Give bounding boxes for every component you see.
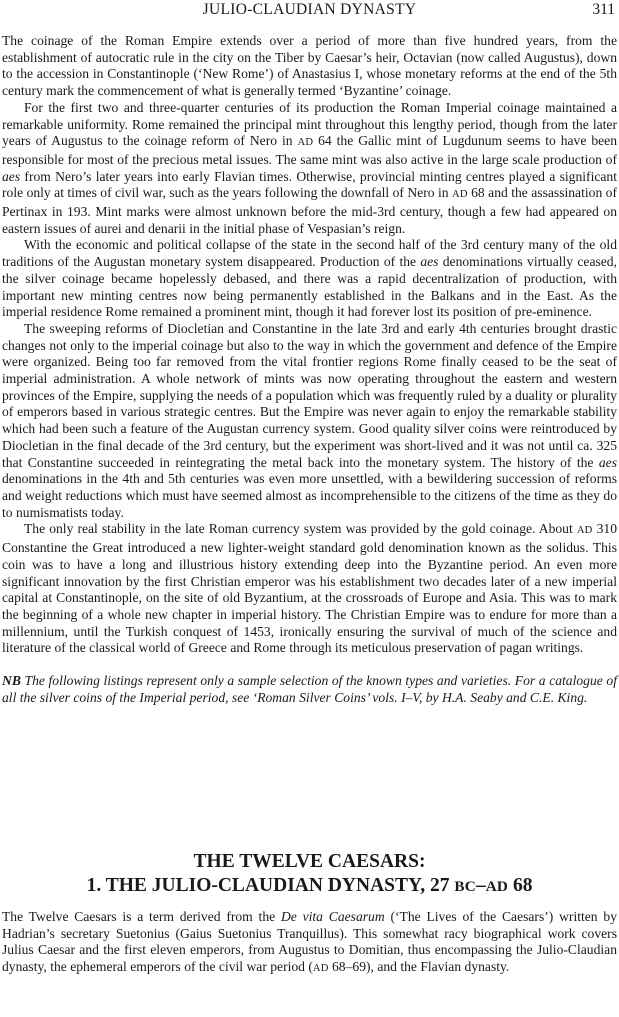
page-header [0, 0, 619, 22]
text-run: (‘The Lives of the Caesars’) written by Hadrian’s secretary Suetonius (Gaius Suetonius Tranquillus). This somewhat racy biographical work covers Julius Caesar and the first eleven emperors, from Augustus to Domitian, thus encompassing the Julio-Claudian dynasty, the ephemeral emperors of the civil war period ( [2, 909, 617, 975]
italic-title: De vita Caesarum [280, 909, 385, 924]
paragraph-3 [2, 237, 617, 321]
small-caps-ad: AD [576, 525, 593, 537]
text-run: 310 Constantine the Great introduced a new lighter-weight standard gold denomination known as the solidus. This coin was to have a long and illustrious history extending deep into the Byzantine period. An even more significant innovation by the first Christian emperor was his establishment two decades later of a new imperial capital at Constantinople, on the site of old Byzantium, at the crossroads of Europe and Asia. This was to mark the beginning of a whole new chapter in imperial history. The Christian Empire was to endure for more than a millennium, until the Turkish conquest of 1453, ironically ensuring the survival of much of the science and literature of the classical world of Greece and Rome through its meticulous preservation of pagan writings. [2, 521, 617, 656]
paragraph-5 [2, 521, 617, 657]
italic-term: aes [598, 454, 617, 470]
text-run: denominations virtually ceased, the silver coinage became hopelessly debased, and there was a rapid decentralization of production, with important new minting centres now being permanently established in the Balkans and in the East. As the imperial residence Rome remained a prominent mint, though it had forever lost its position of pre-eminence. [2, 254, 617, 320]
note-text: The following listings represent only a sample selection of the known types and varieties. For a catalogue of all the silver coins of the Imperial period, see ‘Roman Silver Coins’ vols. I–V, by H.A. Seaby and C.E. King. [2, 673, 617, 705]
note-label: NB [2, 673, 21, 689]
heading-dash: – [475, 875, 486, 896]
paragraph-4 [2, 321, 617, 521]
section-heading-line-1: THE TWELVE CAESARS: [193, 851, 426, 872]
small-caps-ad: AD [452, 189, 468, 201]
heading-text: 1. THE JULIO-CLAUDIAN DYNASTY, 27 [86, 875, 455, 896]
main-text [2, 33, 617, 706]
small-caps-ad: AD [312, 963, 329, 975]
small-caps-bc: BC [454, 878, 476, 895]
small-caps-ad: AD [485, 878, 509, 895]
editorial-note [2, 673, 617, 706]
page-number: 311 [592, 1, 615, 18]
text-run: denominations in the 4th and 5th centuries was even more unsettled, with a bewildering succession of reforms and weight reductions which must have seemed almost as incomprehensible to the citizens of the time as they do to numismatists today. [2, 471, 617, 520]
text-run: 68 and the assassination of Pertinax in 193. Mint marks were almost unknown before the mid-3rd century, though a few had appeared on eastern issues of aurei and denarii in the initial phase of Vespasian’s reign. [2, 185, 617, 236]
text-run: 68–69), and the Flavian dynasty. [328, 959, 510, 975]
italic-term: aes [2, 168, 21, 184]
text-run: For the first two and three-quarter centuries of its production the Roman Imperial coinage maintained a remarkable uniformity. Rome remained the principal mint throughout this lengthy period, though from the later years of Augustus to the coinage reform of Nero in [2, 99, 617, 149]
italic-term: aes [420, 254, 439, 270]
running-head: JULIO-CLAUDIAN DYNASTY [202, 1, 417, 18]
text-run: The Twelve Caesars is a term derived from the [2, 909, 281, 924]
text-run: 64 the Gallic mint of Lugdunum seems to have been responsible for most of the precious metal issues. The same mint was also active in the large scale production of [2, 133, 617, 167]
text-run: With the economic and political collapse of the state in the second half of the 3rd century many of the old traditions of the Augustan monetary system disappeared. Production of the [2, 237, 617, 270]
text-run: from Nero’s later years into early Flavian times. Otherwise, provincial minting centres played a significant role only at times of civil war, such as the years following the downfall of Nero in [2, 168, 617, 201]
small-caps-ad: AD [297, 137, 314, 149]
paragraph-2 [2, 100, 617, 238]
intro-paragraph [2, 909, 617, 978]
section-heading-line-2 [0, 874, 619, 899]
heading-text: 68 [508, 875, 533, 896]
paragraph-1: The coinage of the Roman Empire extends over a period of more than five hundred years, from the establishment of autocratic rule in the city on the Tiber by Caesar’s heir, Octavian (now called Augustus), down to the accession in Constantinople (‘New Rome’) of Anastasius I, whose monetary reforms at the end of the 5th century mark the commencement of what is generally termed ‘Byzantine’ coinage. [2, 33, 617, 99]
section-intro [2, 909, 617, 978]
text-run: The sweeping reforms of Diocletian and Constantine in the late 3rd and early 4th centuries brought drastic changes not only to the imperial coinage but also to the way in which the government and defence of the Empire were organized. Being too far removed from the vital frontier regions Rome finally ceased to be the seat of imperial administration. A whole network of mints was now operating throughout the eastern and western provinces of the Empire, supplying the needs of a population which was frequently ruled by a duality or plurality of emperors based in various strategic centres. But the Empire was never again to enjoy the remarkable stability which had been such a feature of the Augustan currency system. Good quality silver coins were reintroduced by Diocletian in the final decade of the 3rd century, but the experiment was short-lived and it was not until ca. 325 that Constantine succeeded in reintegrating the metal back into the monetary system. The history of the [2, 320, 617, 470]
section-heading [0, 850, 619, 899]
text-run: The only real stability in the late Roman currency system was provided by the gold coinage. About [24, 521, 577, 537]
